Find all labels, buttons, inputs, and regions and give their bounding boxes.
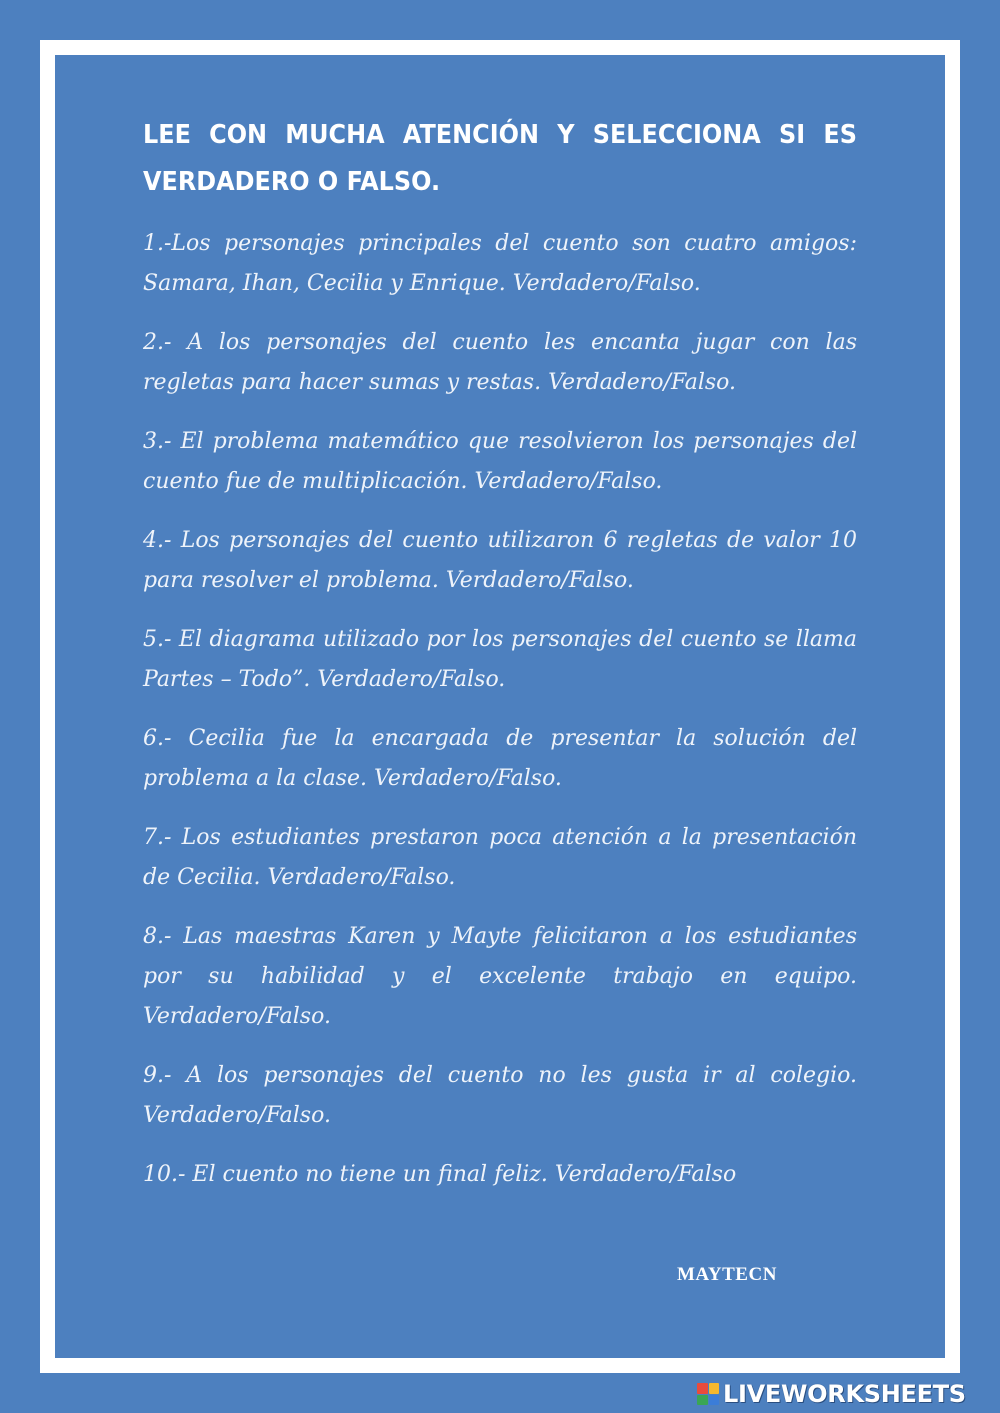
question-4: 4.- Los personajes del cuento utilizaron 6 regletas de valor 10 para resolver el problema. Verdadero/Falso. xyxy=(143,528,857,593)
liveworksheets-logo-icon xyxy=(697,1383,719,1405)
question-5: 5.- El diagrama utilizado por los personajes del cuento se llama Partes – Todo”. Verdadero/Falso. xyxy=(143,627,857,692)
watermark-text: LIVEWORKSHEETS xyxy=(723,1380,966,1408)
logo-tile-icon xyxy=(697,1383,708,1394)
question-list xyxy=(143,224,857,1214)
author-signature: MAYTECN xyxy=(677,1264,777,1285)
logo-tile-icon xyxy=(697,1395,708,1406)
question-2: 2.- A los personajes del cuento les encanta jugar con las regletas para hacer sumas y restas. Verdadero/Falso. xyxy=(143,330,857,395)
logo-tile-icon xyxy=(709,1395,720,1406)
worksheet-title: LEE CON MUCHA ATENCIÓN Y SELECCIONA SI ES VERDADERO O FALSO. xyxy=(143,120,857,197)
question-10: 10.- El cuento no tiene un final feliz. Verdadero/Falso xyxy=(143,1162,737,1187)
question-7: 7.- Los estudiantes prestaron poca atención a la presentación de Cecilia. Verdadero/Falso. xyxy=(143,825,857,890)
question-9: 9.- A los personajes del cuento no les gusta ir al colegio. Verdadero/Falso. xyxy=(143,1063,857,1128)
question-3: 3.- El problema matemático que resolvieron los personajes del cuento fue de multiplicación. Verdadero/Falso. xyxy=(143,429,857,494)
question-8: 8.- Las maestras Karen y Mayte felicitaron a los estudiantes por su habilidad y el excelente trabajo en equipo. Verdadero/Falso. xyxy=(143,924,857,1029)
question-6: 6.- Cecilia fue la encargada de presentar la solución del problema a la clase. Verdadero/Falso. xyxy=(143,726,857,791)
liveworksheets-watermark xyxy=(697,1380,966,1408)
logo-tile-icon xyxy=(709,1383,720,1394)
question-1: 1.-Los personajes principales del cuento son cuatro amigos: Samara, Ihan, Cecilia y Enrique. Verdadero/Falso. xyxy=(143,231,857,296)
